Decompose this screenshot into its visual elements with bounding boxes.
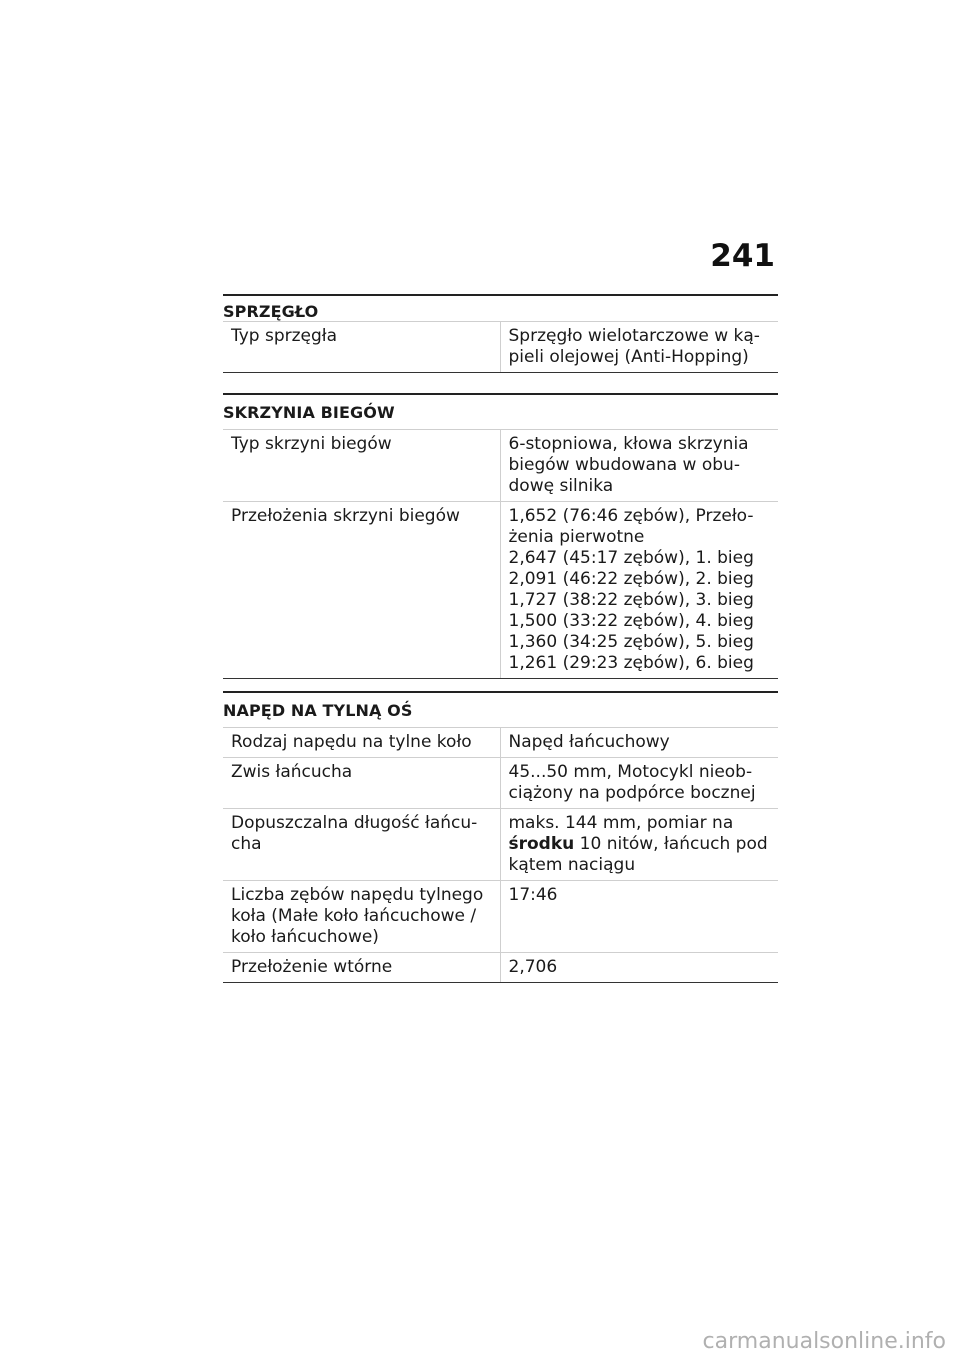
page-number: 241	[710, 238, 775, 274]
watermark: carmanualsonline.info	[702, 1329, 946, 1354]
spec-value: Sprzęgło wielotarczowe w ką- pieli olejowej (Anti-Hopping)	[500, 322, 778, 373]
spec-value: 1,652 (76:46 zębów), Przeło- żenia pierwotne 2,647 (45:17 zębów), 1. bieg 2,091 (46:22 zębów), 2. bieg 1,727 (38:22 zębów), 3. bieg 1,500 (33:22 zębów), 4. bieg 1,360 (34:25 zębów), 5. bieg 1,261 (29:23 zębów), 6. bieg	[500, 502, 778, 679]
spec-label: Przełożenie wtórne	[223, 953, 500, 983]
spec-value: 6-stopniowa, kłowa skrzynia biegów wbudowana w obu- dowę silnika	[500, 430, 778, 502]
spec-label: Rodzaj napędu na tylne koło	[223, 728, 500, 758]
spec-label: Dopuszczalna długość łańcu- cha	[223, 809, 500, 881]
emphasis-text: środku	[508, 834, 575, 854]
spec-value: maks. 144 mm, pomiar na środku 10 nitów, łańcuch pod kątem naciągu	[500, 809, 778, 881]
spec-value: 2,706	[500, 953, 778, 983]
spec-value: 45...50 mm, Motocykl nieob- ciążony na podpórce bocznej	[500, 758, 778, 809]
section-rear-drive	[223, 691, 778, 983]
table-row	[223, 881, 778, 953]
section-heading: SKRZYNIA BIEGÓW	[223, 393, 778, 429]
section-gearbox	[223, 393, 778, 679]
spec-label: Liczba zębów napędu tylnego koła (Małe koło łańcuchowe / koło łańcuchowe)	[223, 881, 500, 953]
spec-label: Typ sprzęgła	[223, 322, 500, 373]
section-heading: NAPĘD NA TYLNĄ OŚ	[223, 691, 778, 727]
table-row	[223, 953, 778, 983]
table-row	[223, 322, 778, 373]
spec-table	[223, 727, 778, 983]
spec-label: Typ skrzyni biegów	[223, 430, 500, 502]
table-row	[223, 502, 778, 679]
table-row	[223, 758, 778, 809]
spec-label: Przełożenia skrzyni biegów	[223, 502, 500, 679]
spec-value: 17:46	[500, 881, 778, 953]
spec-table	[223, 321, 778, 373]
section-clutch	[223, 294, 778, 373]
table-row	[223, 809, 778, 881]
table-row	[223, 430, 778, 502]
section-heading: SPRZĘGŁO	[223, 294, 778, 321]
spec-label: Zwis łańcucha	[223, 758, 500, 809]
spec-table	[223, 429, 778, 679]
spec-value: Napęd łańcuchowy	[500, 728, 778, 758]
table-row	[223, 728, 778, 758]
